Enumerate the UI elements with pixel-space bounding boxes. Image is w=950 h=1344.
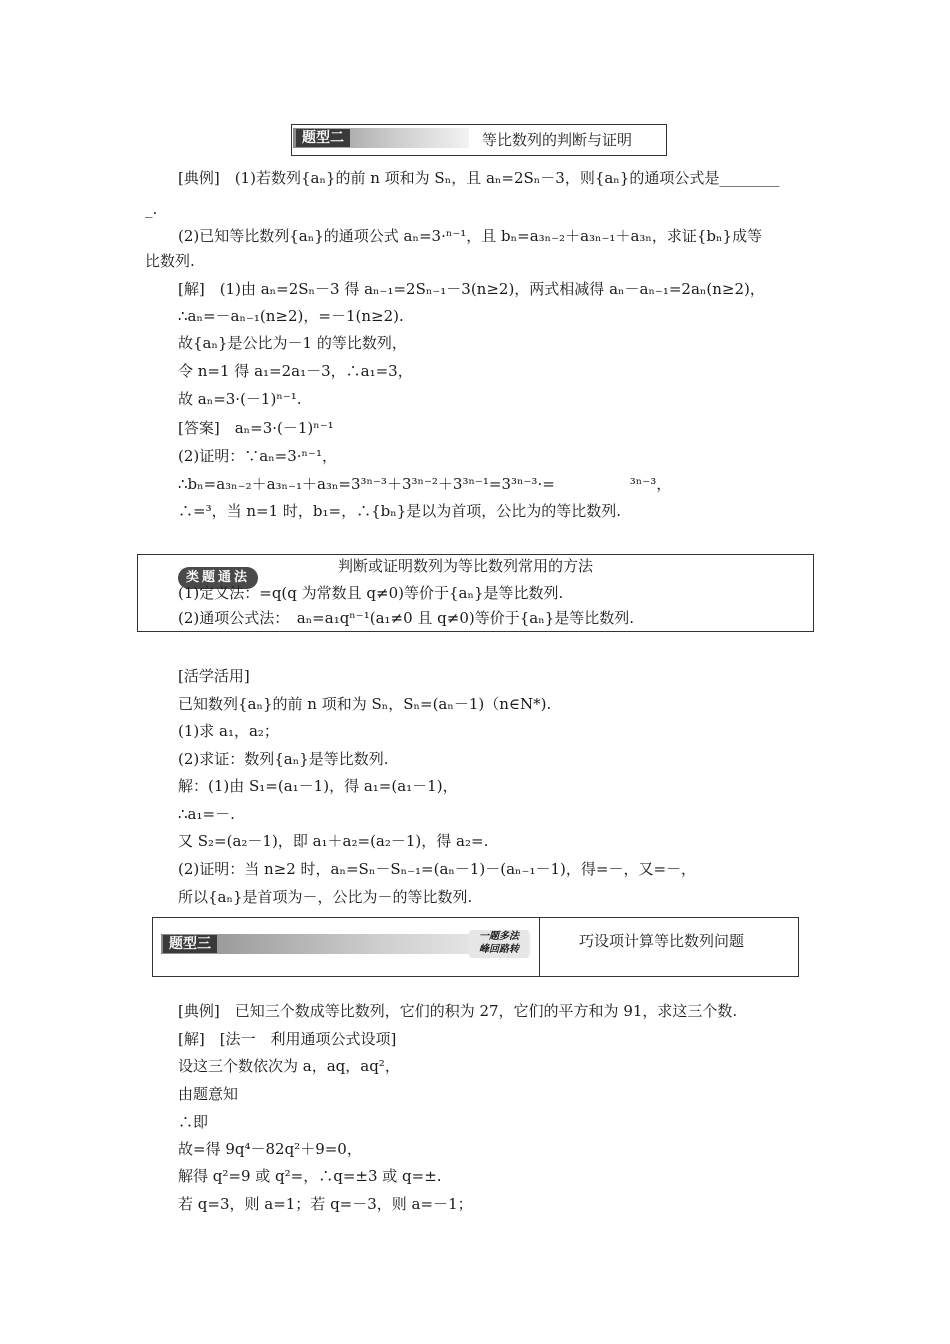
section3-badge-line1: 一题多法 (479, 931, 519, 942)
example3-line: ∴即 (178, 1113, 209, 1131)
example3-line: 解得 q²=9 或 q²=，∴q=±3 或 q=±. (178, 1167, 442, 1185)
section3-badge-line2: 峰回路转 (479, 944, 519, 955)
practice-line: [活学活用] (178, 667, 250, 685)
method-title: 判断或证明数列为等比数列常用的方法 (338, 557, 594, 575)
example-line: [典例] (1)若数列{aₙ}的前 n 项和为 Sₙ，且 aₙ=2Sₙ－3，则{aₙ}的通项公式是________ (178, 169, 780, 187)
example-line: 令 n=1 得 a₁=2a₁－3，∴a₁=3， (178, 362, 413, 380)
example-line: 故 aₙ=3·(－1)ⁿ⁻¹. (178, 390, 302, 408)
practice-line: 已知数列{aₙ}的前 n 项和为 Sₙ，Sₙ=(aₙ－1)（n∈N*). (178, 695, 552, 713)
section2-tag: 题型二 (296, 129, 350, 147)
practice-line: ∴a₁=－. (178, 805, 235, 823)
example-line: (2)证明：∵aₙ=3·ⁿ⁻¹， (178, 447, 337, 465)
practice-line: 解：(1)由 S₁=(a₁－1)，得 a₁=(a₁－1)， (178, 777, 458, 795)
practice-line: 又 S₂=(a₂－1)，即 a₁＋a₂=(a₂－1)，得 a₂=. (178, 832, 489, 850)
section3-left-panel (153, 918, 540, 976)
example3-line: [解] [法一 利用通项公式设项] (178, 1030, 397, 1048)
example3-line: [典例] 已知三个数成等比数列，它们的积为 27，它们的平方和为 91，求这三个数. (178, 1002, 738, 1020)
section2-title: 等比数列的判断与证明 (482, 131, 633, 149)
method-item: (2)通项公式法： aₙ=a₁qⁿ⁻¹(a₁≠0 且 q≠0)等价于{aₙ}是等比数列. (178, 609, 635, 627)
practice-line: (1)求 a₁，a₂； (178, 722, 279, 740)
example3-line: 故=得 9q⁴－82q²＋9=0， (178, 1140, 362, 1158)
example-line: [解] (1)由 aₙ=2Sₙ－3 得 aₙ₋₁=2Sₙ₋₁－3(n≥2)，两式相减得 aₙ－aₙ₋₁=2aₙ(n≥2)， (178, 280, 765, 298)
example3-line: 若 q=3，则 a=1；若 q=－3，则 a=－1； (178, 1195, 473, 1213)
practice-line: (2)求证：数列{aₙ}是等比数列. (178, 750, 389, 768)
example-line: ∴bₙ=a₃ₙ₋₂＋a₃ₙ₋₁＋a₃ₙ=3³ⁿ⁻³＋3³ⁿ⁻²＋3³ⁿ⁻¹=3³ⁿ⁻³·= ³ⁿ⁻³， (178, 475, 672, 493)
example3-line: 设这三个数依次为 a，aq，aq²， (178, 1057, 400, 1075)
method-pill: 类题通法 (178, 567, 258, 589)
example3-line: 由题意知 (178, 1085, 239, 1103)
method-item: (1)定义法：=q(q 为常数且 q≠0)等价于{aₙ}是等比数列. (178, 584, 564, 602)
section3-header (152, 917, 799, 977)
section3-title: 巧设项计算等比数列问题 (579, 932, 745, 950)
section3-badge (469, 930, 529, 958)
method-box (137, 554, 814, 632)
example-line: ∴aₙ=－aₙ₋₁(n≥2)，=－1(n≥2). (178, 307, 404, 325)
example-line: (2)已知等比数列{aₙ}的通项公式 aₙ=3·ⁿ⁻¹，且 bₙ=a₃ₙ₋₂＋a₃ₙ₋₁＋a₃ₙ，求证{bₙ}成等 (178, 227, 763, 245)
example-line: _. (145, 200, 158, 218)
section2-header (291, 124, 667, 156)
example-line: 故{aₙ}是公比为－1 的等比数列， (178, 334, 407, 352)
practice-line: (2)证明：当 n≥2 时，aₙ=Sₙ－Sₙ₋₁=(aₙ－1)－(aₙ₋₁－1)，得=－，又=－， (178, 860, 697, 878)
section3-tag: 题型三 (163, 935, 217, 953)
example-line: 比数列. (145, 252, 195, 270)
example-line: [答案] aₙ=3·(－1)ⁿ⁻¹ (178, 419, 334, 437)
example-line: ∴=³，当 n=1 时，b₁=，∴{bₙ}是以为首项，公比为的等比数列. (178, 502, 622, 520)
practice-line: 所以{aₙ}是首项为－，公比为－的等比数列. (178, 888, 473, 906)
